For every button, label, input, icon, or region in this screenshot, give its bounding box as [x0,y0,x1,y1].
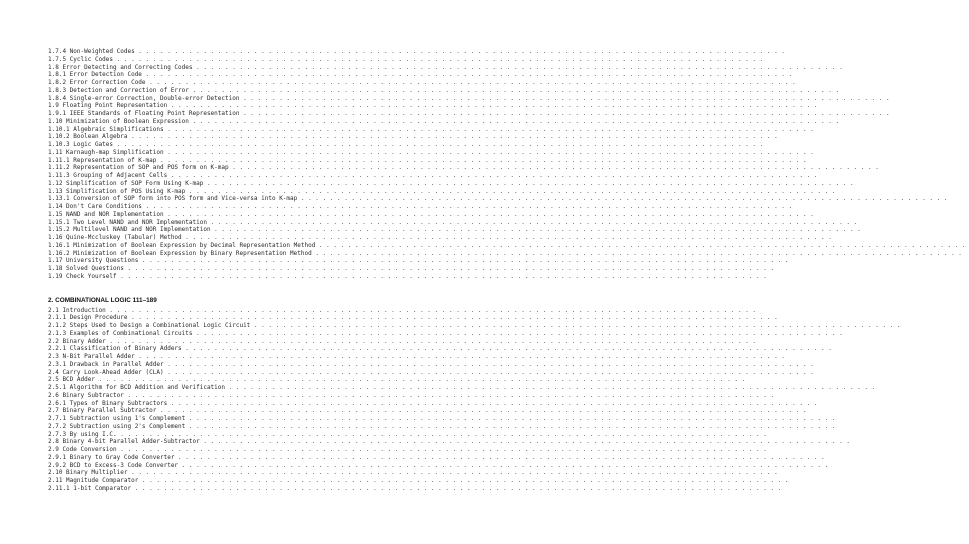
toc-entry-title: 2.7.3 By using I.C. [48,430,117,438]
toc-entry [48,345,836,353]
dot-leader: . . . . . . . . . . . . . . . . . . . . . . . . . . . . . . . . . . . . . . . . . . . . . . . . . . . . . . . . . . . . . . . . . . . . . . . . . . . . . . . . . . . . . . . . . . [188,117,843,125]
dot-leader: . . . . . . . . . . . . . . . . . . . . . . . . . . . . . . . . . . . . . . . . . . . . . . . . . . . . . . . . . . . . . . . . . . . . . . . . . . . . . . . . . . . . . . . . . . [239,94,894,102]
dot-leader: . . . . . . . . . . . . . . . . . . . . . . . . . . . . . . . . . . . . . . . . . . . . . . . . . . . . . . . . . . . . . . . . . . . . . . . . . . . . . . . . . . . . . . . . . . [311,249,966,257]
dot-leader: . . . . . . . . . . . . . . . . . . . . . . . . . . . . . . . . . . . . . . . . . . . . . . . . . . . . . . . . . . . . . . . . . . . . . . . . . . . . . . . . . . . . . . . . . . [181,345,836,353]
toc-entry [48,314,782,322]
toc-entry [48,164,883,172]
dot-leader: . . . . . . . . . . . . . . . . . . . . . . . . . . . . . . . . . . . . . . . . . . . . . . . . . . . . . . . . . . . . . . . . . . . . . . . . . . . . . . . . . . . . . . . . . . [163,210,818,218]
dot-leader: . . . . . . . . . . . . . . . . . . . . . . . . . . . . . . . . . . . . . . . . . . . . . . . . . . . . . . . . . . . . . . . . . . . . . . . . . . . . . . . . . . . . . . . . . . [167,172,822,179]
dot-leader: . . . . . . . . . . . . . . . . . . . . . . . . . . . . . . . . . . . . . . . . . . . . . . . . . . . . . . . . . . . . . . . . . . . . . . . . . . . . . . . . . . . . . . . . . . [206,218,861,226]
dot-leader: . . . . . . . . . . . . . . . . . . . . . . . . . . . . . . . . . . . . . . . . . . . . . . . . . . . . . . . . . . . . . . . . . . . . . . . . . . . . . . . . . . . . . . . . . . [185,415,840,422]
toc-entry-title: 2.4 Carry Look-Ahead Adder (CLA) [48,368,164,376]
toc-entry [48,187,840,196]
toc-entry-title: 1.7.5 Cyclic Codes [48,55,114,63]
toc-entry-title: 1.8.4 Single-error Correction, Double-error Detection [48,94,240,102]
dot-leader: . . . . . . . . . . . . . . . . . . . . . . . . . . . . . . . . . . . . . . . . . . . . . . . . . . . . . . . . . . . . . . . . . . . . . . . . . . . . . . . . . . . . . . . . . . [127,133,782,141]
toc-entry-title: 1.10.1 Algebraic Simplifications [48,125,164,133]
toc-entry [48,391,778,400]
toc-entry [48,203,796,211]
toc-entry [48,384,879,392]
toc-entry [48,407,811,415]
toc-entry-title: 2.9.1 Binary to Gray Code Converter [48,453,175,461]
dot-leader: . . . . . . . . . . . . . . . . . . . . . . . . . . . . . . . . . . . . . . . . . . . . . . . . . . . . . . . . . . . . . . . . . . . . . . . . . . . . . . . . . . . . . . . . . . [138,257,793,265]
toc-entry [48,71,796,79]
toc-section-chapter-1 [48,48,969,281]
toc-entry-title: 1.9.1 IEEE Standards of Floating Point Representation [48,110,240,117]
dot-leader: . . . . . . . . . . . . . . . . . . . . . . . . . . . . . . . . . . . . . . . . . . . . . . . . . . . . . . . . . . . . . . . . . . . . . . . . . . . . . . . . . . . . . . . . . . [127,469,782,477]
toc-entry [48,94,894,103]
toc-entry [48,79,800,87]
toc-entry [48,322,905,330]
dot-leader: . . . . . . . . . . . . . . . . . . . . . . . . . . . . . . . . . . . . . . . . . . . . . . . . . . . . . . . . . . . . . . . . . . . . . . . . . . . . . . . . . . . . . . . . . . [174,453,829,461]
toc-entry [48,368,818,377]
toc-entry-title: 2.5.1 Algorithm for BCD Addition and Verification [48,384,226,391]
toc-entry-title: 1.8.1 Error Detection Code [48,71,142,79]
dot-leader: . . . . . . . . . . . . . . . . . . . . . . . . . . . . . . . . . . . . . . . . . . . . . . . . . . . . . . . . . . . . . . . . . . . . . . . . . . . . . . . . . . . . . . . . . . [178,461,832,469]
toc-entry [48,226,865,234]
toc-entry-title: 1.10 Minimization of Boolean Expression [48,117,189,125]
dot-leader: . . . . . . . . . . . . . . . . . . . . . . . . . . . . . . . . . . . . . . . . . . . . . . . . . . . . . . . . . . . . . . . . . . . . . . . . . . . . . . . . . . . . . . . . . . [116,430,771,438]
toc-entry [48,218,861,227]
dot-leader: . . . . . . . . . . . . . . . . . . . . . . . . . . . . . . . . . . . . . . . . . . . . . . . . . . . . . . . . . . . . . . . . . . . . . . . . . . . . . . . . . . . . . . . . . . [225,384,879,391]
toc-entry [48,399,822,408]
toc-entry-title: 1.11.2 Representation of SOP and POS form on K-map [48,164,229,172]
toc-entry [48,337,760,346]
toc-entry [48,117,843,126]
toc-entry [48,133,782,141]
dot-leader: . . . . . . . . . . . . . . . . . . . . . . . . . . . . . . . . . . . . . . . . . . . . . . . . . . . . . . . . . . . . . . . . . . . . . . . . . . . . . . . . . . . . . . . . . . [156,407,811,415]
dot-leader: . . . . . . . . . . . . . . . . . . . . . . . . . . . . . . . . . . . . . . . . . . . . . . . . . . . . . . . . . . . . . . . . . . . . . . . . . . . . . . . . . . . . . . . . . . [199,438,854,446]
toc-entry-title: 1.16.1 Minimization of Boolean Expression by Decimal Representation Method [48,241,316,249]
dot-leader: . . . . . . . . . . . . . . . . . . . . . . . . . . . . . . . . . . . . . . . . . . . . . . . . . . . . . . . . . . . . . . . . . . . . . . . . . . . . . . . . . . . . . . . . . . [163,368,818,376]
toc-entry-title: 1.8.3 Detection and Correction of Error [48,86,189,94]
dot-leader: . . . . . . . . . . . . . . . . . . . . . . . . . . . . . . . . . . . . . . . . . . . . . . . . . . . . . . . . . . . . . . . . . . . . . . . . . . . . . . . . . . . . . . . . . . [239,110,894,117]
toc-entry [48,141,767,149]
toc-entry-title: 2.9.2 BCD to Excess-3 Code Converter [48,461,179,469]
dot-leader: . . . . . . . . . . . . . . . . . . . . . . . . . . . . . . . . . . . . . . . . . . . . . . . . . . . . . . . . . . . . . . . . . . . . . . . . . . . . . . . . . . . . . . . . . . [167,399,822,407]
toc-entry [48,484,785,493]
dot-leader: . . . . . . . . . . . . . . . . . . . . . . . . . . . . . . . . . . . . . . . . . . . . . . . . . . . . . . . . . . . . . . . . . . . . . . . . . . . . . . . . . . . . . . . . . . [116,272,771,280]
toc-entry-title: 1.8.2 Error Correction Code [48,79,146,86]
dot-leader: . . . . . . . . . . . . . . . . . . . . . . . . . . . . . . . . . . . . . . . . . . . . . . . . . . . . . . . . . . . . . . . . . . . . . . . . . . . . . . . . . . . . . . . . . . [141,71,796,79]
toc-entry [48,353,789,361]
toc-entry-title: 2.7.1 Subtraction using 1's Complement [48,415,186,422]
toc-entry [48,125,818,134]
dot-leader: . . . . . . . . . . . . . . . . . . . . . . . . . . . . . . . . . . . . . . . . . . . . . . . . . . . . . . . . . . . . . . . . . . . . . . . . . . . . . . . . . . . . . . . . . . [163,360,818,368]
dot-leader: . . . . . . . . . . . . . . . . . . . . . . . . . . . . . . . . . . . . . . . . . . . . . . . . . . . . . . . . . . . . . . . . . . . . . . . . . . . . . . . . . . . . . . . . . . [181,234,836,241]
toc-entry-title: 2.1.2 Steps Used to Design a Combinational Logic Circuit [48,322,251,329]
toc-entry-title: 1.12 Simplification of SOP Form Using K-map [48,179,204,187]
toc-entry-title: 2.1 Introduction [48,306,106,314]
dot-leader: . . . . . . . . . . . . . . . . . . . . . . . . . . . . . . . . . . . . . . . . . . . . . . . . . . . . . . . . . . . . . . . . . . . . . . . . . . . . . . . . . . . . . . . . . . [203,179,858,187]
toc-entry-title: 1.15.2 Multilevel NAND and NOR Implementation [48,226,211,234]
dot-leader: . . . . . . . . . . . . . . . . . . . . . . . . . . . . . . . . . . . . . . . . . . . . . . . . . . . . . . . . . . . . . . . . . . . . . . . . . . . . . . . . . . . . . . . . . . [315,241,969,249]
dot-leader: . . . . . . . . . . . . . . . . . . . . . . . . . . . . . . . . . . . . . . . . . . . . . . . . . . . . . . . . . . . . . . . . . . . . . . . . . . . . . . . . . . . . . . . . . . [163,125,818,133]
toc-entry [48,179,858,188]
toc-entry-title: 1.10.3 Logic Gates [48,141,114,148]
dot-leader: . . . . . . . . . . . . . . . . . . . . . . . . . . . . . . . . . . . . . . . . . . . . . . . . . . . . . . . . . . . . . . . . . . . . . . . . . . . . . . . . . . . . . . . . . . [94,376,749,384]
toc-entry-title: 1.7.4 Non-Weighted Codes [48,48,135,55]
toc-entry [48,241,969,250]
dot-leader: . . . . . . . . . . . . . . . . . . . . . . . . . . . . . . . . . . . . . . . . . . . . . . . . . . . . . . . . . . . . . . . . . . . . . . . . . . . . . . . . . . . . . . . . . . [228,164,883,172]
toc-entry [48,461,832,470]
toc-entry [48,156,811,165]
toc-entry [48,234,836,242]
toc-entry-title: 1.18 Solved Questions [48,265,124,272]
toc-entry-title: 1.9 Floating Point Representation [48,102,168,110]
toc-entry-title: 2.6.1 Types of Binary Subtractors [48,399,168,407]
dot-leader: . . . . . . . . . . . . . . . . . . . . . . . . . . . . . . . . . . . . . . . . . . . . . . . . . . . . . . . . . . . . . . . . . . . . . . . . . . . . . . . . . . . . . . . . . . [123,391,778,399]
dot-leader: . . . . . . . . . . . . . . . . . . . . . . . . . . . . . . . . . . . . . . . . . . . . . . . . . . . . . . . . . . . . . . . . . . . . . . . . . . . . . . . . . . . . . . . . . . [185,422,840,430]
toc-section-chapter-2 [48,306,905,493]
toc-entry [48,148,818,157]
dot-leader: . . . . . . . . . . . . . . . . . . . . . . . . . . . . . . . . . . . . . . . . . . . . . . . . . . . . . . . . . . . . . . . . . . . . . . . . . . . . . . . . . . . . . . . . . . [134,353,789,360]
toc-entry [48,210,818,219]
dot-leader: . . . . . . . . . . . . . . . . . . . . . . . . . . . . . . . . . . . . . . . . . . . . . . . . . . . . . . . . . . . . . . . . . . . . . . . . . . . . . . . . . . . . . . . . . . [141,203,796,210]
toc-entry [48,415,840,423]
toc-entry [48,249,966,258]
chapter-2-heading: 2. COMBINATIONAL LOGIC 111–189 [48,296,157,304]
toc-entry [48,438,854,446]
toc-entry [48,63,847,72]
toc-entry-title: 2.1.3 Examples of Combinational Circuits [48,329,193,337]
toc-entry-title: 1.8 Error Detecting and Correcting Codes [48,63,193,71]
toc-entry [48,477,793,485]
toc-entry [48,422,840,431]
toc-entry-title: 2.8 Binary 4-bit Parallel Adder-Subtractor [48,438,200,446]
dot-leader: . . . . . . . . . . . . . . . . . . . . . . . . . . . . . . . . . . . . . . . . . . . . . . . . . . . . . . . . . . . . . . . . . . . . . . . . . . . . . . . . . . . . . . . . . . [105,306,760,314]
dot-leader: . . . . . . . . . . . . . . . . . . . . . . . . . . . . . . . . . . . . . . . . . . . . . . . . . . . . . . . . . . . . . . . . . . . . . . . . . . . . . . . . . . . . . . . . . . [138,477,793,484]
dot-leader: . . . . . . . . . . . . . . . . . . . . . . . . . . . . . . . . . . . . . . . . . . . . . . . . . . . . . . . . . . . . . . . . . . . . . . . . . . . . . . . . . . . . . . . . . . [163,148,818,156]
toc-entry-title: 1.14 Don't Care Conditions [48,203,142,210]
dot-leader: . . . . . . . . . . . . . . . . . . . . . . . . . . . . . . . . . . . . . . . . . . . . . . . . . . . . . . . . . . . . . . . . . . . . . . . . . . . . . . . . . . . . . . . . . . [192,329,847,337]
toc-entry [48,257,793,265]
toc-entry [48,306,760,315]
toc-entry-title: 1.15.1 Two Level NAND and NOR Implementation [48,218,207,226]
toc-entry [48,48,789,56]
toc-entry-title: 2.5 BCD Adder [48,376,95,384]
dot-leader: . . . . . . . . . . . . . . . . . . . . . . . . . . . . . . . . . . . . . . . . . . . . . . . . . . . . . . . . . . . . . . . . . . . . . . . . . . . . . . . . . . . . . . . . . . [210,226,865,234]
toc-entry-title: 1.11.3 Grouping of Adjacent Cells [48,172,168,179]
toc-entry-title: 2.6 Binary Subtractor [48,391,124,399]
toc-entry-title: 1.13 Simplification of POS Using K-map [48,187,186,195]
dot-leader: . . . . . . . . . . . . . . . . . . . . . . . . . . . . . . . . . . . . . . . . . . . . . . . . . . . . . . . . . . . . . . . . . . . . . . . . . . . . . . . . . . . . . . . . . . [145,79,800,86]
table-of-contents [48,48,969,493]
toc-entry-title: 1.10.2 Boolean Algebra [48,133,128,141]
toc-entry [48,55,767,64]
toc-entry-title: 1.16.2 Minimization of Boolean Expression by Binary Representation Method [48,249,312,257]
toc-entry-title: 2.2.1 Classification of Binary Adders [48,345,182,353]
dot-leader: . . . . . . . . . . . . . . . . . . . . . . . . . . . . . . . . . . . . . . . . . . . . . . . . . . . . . . . . . . . . . . . . . . . . . . . . . . . . . . . . . . . . . . . . . . [127,314,782,322]
toc-entry-title: 1.16 Quine-Mccluskey (Tabular) Method [48,234,182,241]
toc-entry-title: 2.7 Binary Parallel Subtractor [48,407,157,415]
toc-entry [48,272,771,281]
dot-leader: . . . . . . . . . . . . . . . . . . . . . . . . . . . . . . . . . . . . . . . . . . . . . . . . . . . . . . . . . . . . . . . . . . . . . . . . . . . . . . . . . . . . . . . . . . [167,102,822,110]
toc-entry-title: 1.11.1 Representation of K-map [48,156,157,164]
dot-leader: . . . . . . . . . . . . . . . . . . . . . . . . . . . . . . . . . . . . . . . . . . . . . . . . . . . . . . . . . . . . . . . . . . . . . . . . . . . . . . . . . . . . . . . . . . [134,48,789,55]
toc-entry-title: 2.7.2 Subtraction using 2's Complement [48,422,186,430]
toc-entry-title: 1.17 University Questions [48,257,139,265]
dot-leader: . . . . . . . . . . . . . . . . . . . . . . . . . . . . . . . . . . . . . . . . . . . . . . . . . . . . . . . . . . . . . . . . . . . . . . . . . . . . . . . . . . . . . . . . . . [250,322,905,329]
toc-entry-title: 2.3 N-Bit Parallel Adder [48,353,135,360]
toc-entry [48,195,952,203]
dot-leader: . . . . . . . . . . . . . . . . . . . . . . . . . . . . . . . . . . . . . . . . . . . . . . . . . . . . . . . . . . . . . . . . . . . . . . . . . . . . . . . . . . . . . . . . . . [185,187,840,195]
toc-entry-title: 2.3.1 Drawback in Parallel Adder [48,360,164,368]
dot-leader: . . . . . . . . . . . . . . . . . . . . . . . . . . . . . . . . . . . . . . . . . . . . . . . . . . . . . . . . . . . . . . . . . . . . . . . . . . . . . . . . . . . . . . . . . . [113,55,767,63]
toc-entry [48,172,822,180]
dot-leader: . . . . . . . . . . . . . . . . . . . . . . . . . . . . . . . . . . . . . . . . . . . . . . . . . . . . . . . . . . . . . . . . . . . . . . . . . . . . . . . . . . . . . . . . . . [156,156,811,164]
toc-entry-title: 2.2 Binary Adder [48,337,106,345]
toc-entry [48,376,749,384]
toc-entry-title: 2.11.1 1-bit Comparator [48,484,132,492]
dot-leader: . . . . . . . . . . . . . . . . . . . . . . . . . . . . . . . . . . . . . . . . . . . . . . . . . . . . . . . . . . . . . . . . . . . . . . . . . . . . . . . . . . . . . . . . . . [123,265,778,272]
toc-entry-title: 2.1.1 Design Procedure [48,314,128,322]
dot-leader: . . . . . . . . . . . . . . . . . . . . . . . . . . . . . . . . . . . . . . . . . . . . . . . . . . . . . . . . . . . . . . . . . . . . . . . . . . . . . . . . . . . . . . . . . . [297,195,952,203]
toc-entry-title: 1.19 Check Yourself [48,272,117,280]
toc-entry [48,110,894,118]
dot-leader: . . . . . . . . . . . . . . . . . . . . . . . . . . . . . . . . . . . . . . . . . . . . . . . . . . . . . . . . . . . . . . . . . . . . . . . . . . . . . . . . . . . . . . . . . . [116,446,771,453]
toc-entry [48,265,778,273]
toc-entry [48,469,782,477]
dot-leader: . . . . . . . . . . . . . . . . . . . . . . . . . . . . . . . . . . . . . . . . . . . . . . . . . . . . . . . . . . . . . . . . . . . . . . . . . . . . . . . . . . . . . . . . . . [188,86,843,94]
toc-entry [48,102,822,110]
toc-entry [48,329,847,338]
toc-entry [48,86,843,95]
toc-entry-title: 2.10 Binary Multiplier [48,469,128,477]
toc-entry [48,360,818,369]
toc-entry [48,430,771,439]
dot-leader: . . . . . . . . . . . . . . . . . . . . . . . . . . . . . . . . . . . . . . . . . . . . . . . . . . . . . . . . . . . . . . . . . . . . . . . . . . . . . . . . . . . . . . . . . . [131,484,785,492]
toc-entry-title: 1.15 NAND and NOR Implementation [48,210,164,218]
dot-leader: . . . . . . . . . . . . . . . . . . . . . . . . . . . . . . . . . . . . . . . . . . . . . . . . . . . . . . . . . . . . . . . . . . . . . . . . . . . . . . . . . . . . . . . . . . [105,337,760,345]
toc-entry-title: 2.11 Magnitude Comparator [48,477,139,484]
toc-entry-title: 1.11 Karnaugh-map Simplification [48,148,164,156]
dot-leader: . . . . . . . . . . . . . . . . . . . . . . . . . . . . . . . . . . . . . . . . . . . . . . . . . . . . . . . . . . . . . . . . . . . . . . . . . . . . . . . . . . . . . . . . . . [192,63,847,71]
toc-entry [48,446,771,454]
toc-entry-title: 1.13.1 Conversion of SOP form into POS form and Vice-versa into K-map [48,195,298,203]
toc-entry-title: 2.9 Code Conversion [48,446,117,453]
toc-entry [48,453,829,462]
dot-leader: . . . . . . . . . . . . . . . . . . . . . . . . . . . . . . . . . . . . . . . . . . . . . . . . . . . . . . . . . . . . . . . . . . . . . . . . . . . . . . . . . . . . . . . . . . [113,141,767,148]
